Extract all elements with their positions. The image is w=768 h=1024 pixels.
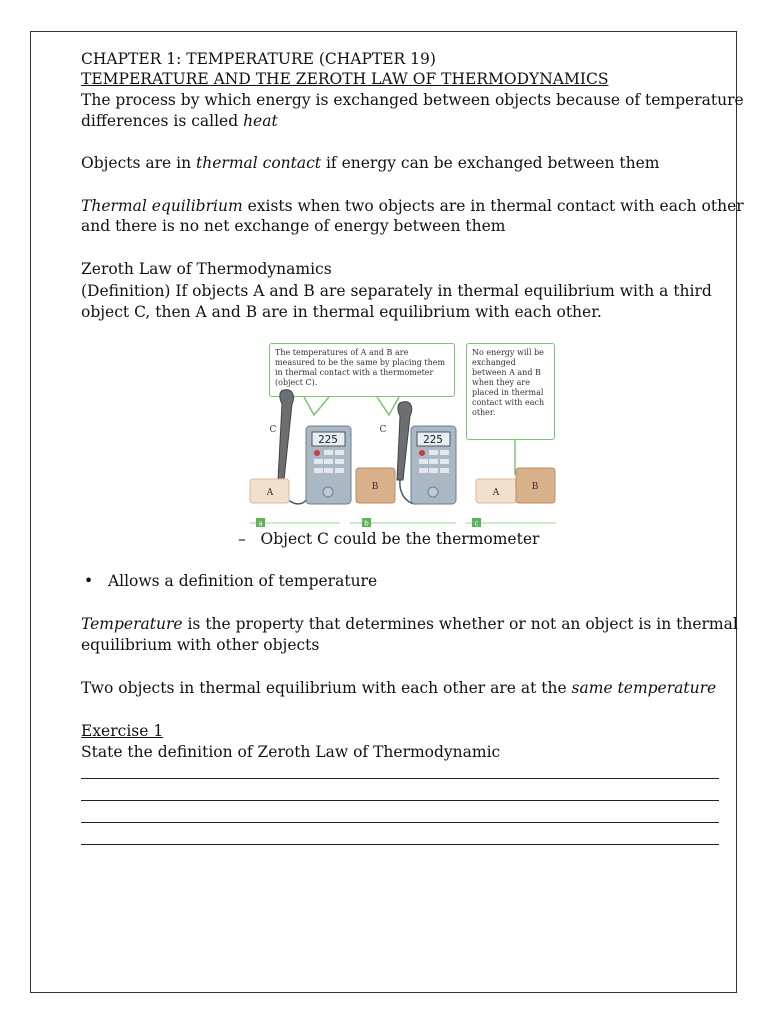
callout-ab-pointer-left (304, 397, 329, 415)
reading-b: 225 (423, 433, 443, 446)
dash-item-text: Object C could be the thermometer (260, 530, 540, 548)
equilibrium-line-1 (81, 196, 744, 217)
bullet-item-text: Allows a definition of temperature (107, 572, 378, 590)
equilibrium-post: exists when two objects are in thermal contact with each other (242, 197, 744, 215)
zeroth-line-1: (Definition) If objects A and B are separately in thermal equilibrium with a third (81, 282, 712, 300)
temperature-line-2: equilibrium with other objects (81, 636, 320, 654)
panel-a-label: a (258, 519, 263, 528)
panel-c-label: c (474, 519, 479, 528)
zeroth-heading: Zeroth Law of Thermodynamics (81, 260, 332, 278)
panel-b-label: b (364, 519, 369, 528)
object-c-label-2: C (379, 425, 387, 435)
contact-pre: Objects are in (81, 154, 197, 172)
object-a-label-1: A (266, 488, 274, 498)
chapter-title: CHAPTER 1: TEMPERATURE (CHAPTER 19) (81, 50, 436, 68)
object-c-label-1: C (269, 425, 277, 435)
temperature-line-1 (81, 614, 738, 635)
heat-line-1: The process by which energy is exchanged between objects because of temperature (81, 91, 744, 109)
contact-post: if energy can be exchanged between them (321, 154, 660, 172)
temperature-post: is the property that determines whether or not an object is in thermal (182, 615, 738, 633)
same-temperature-sentence (81, 678, 716, 699)
bullet-marker: • (84, 572, 94, 590)
equilibrium-line-2: and there is no net exchange of energy between them (81, 217, 506, 235)
exercise-heading: Exercise 1 (81, 722, 164, 740)
heat-term: heat (243, 112, 278, 130)
same-temp-term: same temperature (571, 679, 717, 697)
callout-ab: The temperatures of A and B are measured to be the same by placing them in thermal contact with a thermometer (object C). (269, 343, 455, 397)
temperature-term: Temperature (81, 615, 183, 633)
contact-term: thermal contact (196, 154, 322, 172)
answer-line-3[interactable] (81, 822, 719, 823)
figure-drawing (244, 340, 560, 530)
contact-sentence (81, 153, 659, 174)
equilibrium-term: Thermal equilibrium (81, 197, 243, 215)
object-b-label-2: B (531, 482, 539, 492)
dash-item (238, 529, 539, 550)
callout-c: No energy will be exchanged between A and B when they are placed in thermal contact with each other. (466, 343, 555, 440)
heat-line-2-text: differences is called (81, 112, 244, 130)
answer-line-4[interactable] (81, 844, 719, 845)
section-title: TEMPERATURE AND THE ZEROTH LAW OF THERMODYNAMICS (81, 70, 609, 88)
object-a-label-2: A (492, 488, 500, 498)
bullet-item (84, 571, 377, 592)
heat-line-2 (81, 111, 278, 132)
exercise-prompt: State the definition of Zeroth Law of Thermodynamic (81, 743, 501, 761)
answer-line-2[interactable] (81, 800, 719, 801)
zeroth-law-figure (244, 340, 560, 530)
dash-marker: – (238, 530, 246, 548)
same-temp-pre: Two objects in thermal equilibrium with each other are at the (81, 679, 572, 697)
object-b-label-1: B (371, 482, 379, 492)
reading-a: 225 (318, 433, 338, 446)
callout-ab-pointer-right (377, 397, 399, 415)
zeroth-line-2: object C, then A and B are in thermal equilibrium with each other. (81, 303, 602, 321)
answer-line-1[interactable] (81, 778, 719, 779)
